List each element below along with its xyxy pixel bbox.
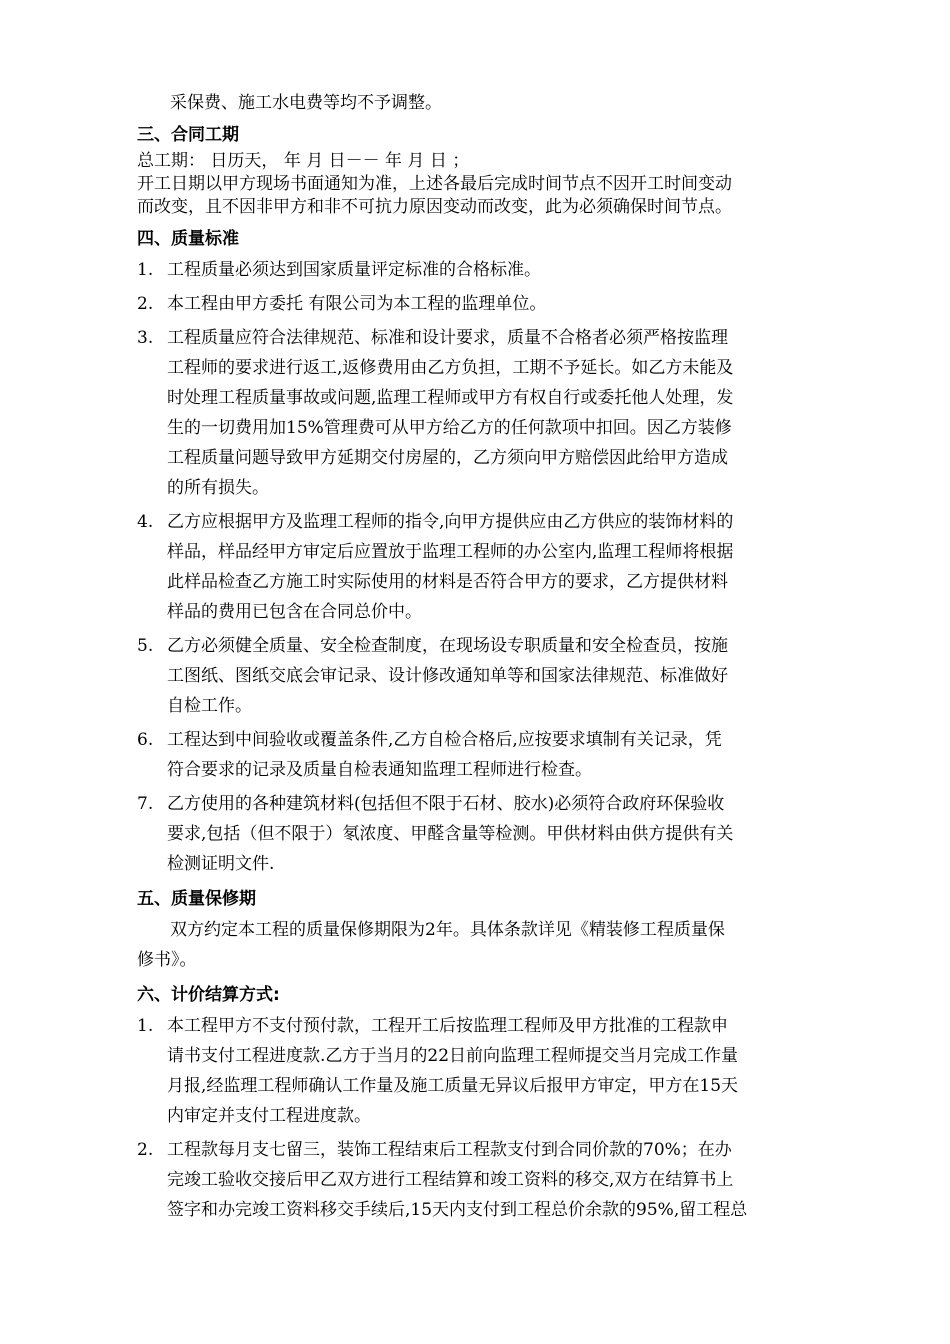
contract-period-text <box>137 150 827 219</box>
list-item <box>137 323 827 503</box>
list-number: 4. <box>137 512 154 532</box>
text-line: 开工日期以甲方现场书面通知为准，上述各最后完成时间节点不因开工时间变动 <box>137 174 732 194</box>
text-line: 月报,经监理工程师确认工作量及施工质量无异议后报甲方审定，甲方在15天 <box>167 1076 739 1096</box>
list-item <box>137 1011 827 1131</box>
list-text <box>167 255 827 285</box>
text-line: 而改变，且不因非甲方和非不可抗力原因变动而改变，此为必须确保时间节点。 <box>137 197 732 217</box>
list-text <box>167 631 827 721</box>
section-heading-quality-standard: 四、质量标准 <box>137 229 239 249</box>
text-line: 修书》。 <box>137 950 197 970</box>
text-line: 检测证明文件. <box>167 854 275 874</box>
list-item <box>137 789 827 879</box>
text-line: 符合要求的记录及质量自检表通知监理工程师进行检查。 <box>167 760 592 780</box>
list-item <box>137 1135 827 1225</box>
text-line: 请书支付工程进度款.乙方于当月的22日前向监理工程师提交当月完成工作量 <box>167 1046 739 1066</box>
list-item <box>137 255 827 285</box>
text-line: 工程师的要求进行返工,返修费用由乙方负担，工期不予延长。如乙方未能及 <box>167 358 734 378</box>
list-number: 7. <box>137 794 154 814</box>
list-number: 3. <box>137 328 154 348</box>
list-number: 1. <box>137 260 154 280</box>
text-line: 工程质量应符合法律规范、标准和设计要求，质量不合格者必须严格按监理 <box>167 328 728 348</box>
text-line: 本工程甲方不支付预付款，工程开工后按监理工程师及甲方批准的工程款申 <box>167 1016 728 1036</box>
text-line: 工程质量问题导致甲方延期交付房屋的，乙方须向甲方赔偿因此给甲方造成 <box>167 448 728 468</box>
list-item <box>137 631 827 721</box>
text-line: 工程款每月支七留三，装饰工程结束后工程款支付到合同价款的70%；在办 <box>167 1140 732 1160</box>
text-line: 完竣工验收交接后甲乙双方进行工程结算和竣工资料的移交,双方在结算书上 <box>167 1170 734 1190</box>
continuation-line: 采保费、施工水电费等均不予调整。 <box>170 93 442 113</box>
text-line: 自检工作。 <box>167 696 252 716</box>
text-line: 要求,包括（但不限于）氡浓度、甲醛含量等检测。甲供材料由供方提供有关 <box>167 824 734 844</box>
list-item <box>137 725 827 785</box>
list-text <box>167 289 827 319</box>
list-number: 6. <box>137 730 154 750</box>
text-line: 签字和办完竣工资料移交手续后,15天内支付到工程总价余款的95%,留工程总 <box>167 1200 748 1220</box>
list-number: 1. <box>137 1016 154 1036</box>
text-line: 此样品检查乙方施工时实际使用的材料是否符合甲方的要求，乙方提供材料 <box>167 572 728 592</box>
text-line: 内审定并支付工程进度款。 <box>167 1106 371 1126</box>
list-text <box>167 725 827 785</box>
text-line: 乙方使用的各种建筑材料(包括但不限于石材、胶水)必须符合政府环保验收 <box>167 794 725 814</box>
list-number: 5. <box>137 636 154 656</box>
text-line: 工程质量必须达到国家质量评定标准的合格标准。 <box>167 260 541 280</box>
text-line: 工程达到中间验收或覆盖条件,乙方自检合格后,应按要求填制有关记录，凭 <box>167 730 722 750</box>
text-line: 乙方必须健全质量、安全检查制度，在现场设专职质量和安全检查员，按施 <box>167 636 728 656</box>
text-line: 样品的费用已包含在合同总价中。 <box>167 602 422 622</box>
list-item <box>137 507 827 627</box>
text-line: 生的一切费用加15%管理费可从甲方给乙方的任何款项中扣回。因乙方装修 <box>167 418 732 438</box>
text-line: 样品，样品经甲方审定后应置放于监理工程师的办公室内,监理工程师将根据 <box>167 542 734 562</box>
list-item <box>137 289 827 319</box>
list-text <box>167 1011 827 1131</box>
list-text <box>167 789 827 879</box>
list-number: 2. <box>137 1140 154 1160</box>
section-heading-contract-period: 三、合同工期 <box>137 125 239 145</box>
text-line: 时处理工程质量事故或问题,监理工程师或甲方有权自行或委托他人处理，发 <box>167 388 734 408</box>
section-heading-pricing-settlement: 六、计价结算方式: <box>137 985 280 1005</box>
list-text <box>167 1135 827 1225</box>
text-line: 双方约定本工程的质量保修期限为2年。具体条款详见《精装修工程质量保 <box>170 920 725 940</box>
text-line: 本工程由甲方委托 有限公司为本工程的监理单位。 <box>167 294 547 314</box>
section-heading-warranty-period: 五、质量保修期 <box>137 889 256 909</box>
text-line: 总工期： 日历天， 年 月 日－－ 年 月 日 ； <box>137 151 470 171</box>
list-number: 2. <box>137 294 154 314</box>
text-line: 的所有损失。 <box>167 478 269 498</box>
document-content <box>137 92 827 1225</box>
text-line: 乙方应根据甲方及监理工程师的指令,向甲方提供应由乙方供应的装饰材料的 <box>167 512 734 532</box>
text-line: 工图纸、图纸交底会审记录、设计修改通知单等和国家法律规范、标准做好 <box>167 666 728 686</box>
list-text <box>167 507 827 627</box>
list-text <box>167 323 827 503</box>
warranty-text <box>137 915 827 975</box>
